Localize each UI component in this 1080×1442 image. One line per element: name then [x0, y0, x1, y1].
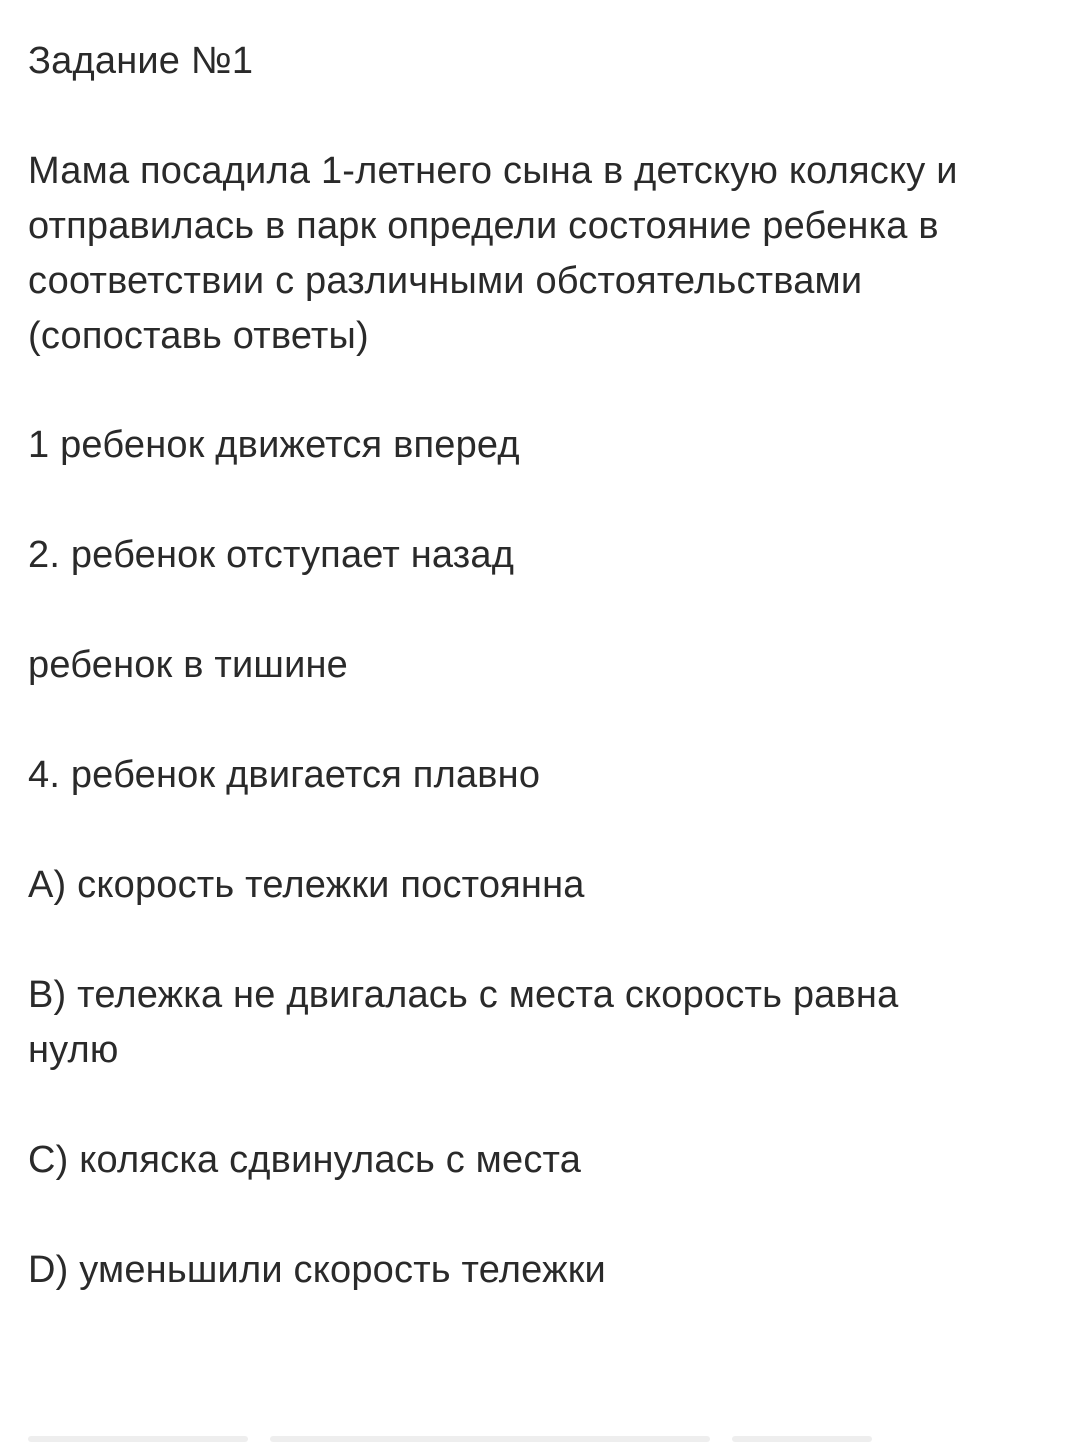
statement-1: 1 ребенок движется вперед: [28, 424, 520, 466]
answer-b-line-1: В) тележка не двигалась с места скорость равна: [28, 974, 899, 1016]
bottom-divider-center: [270, 1436, 710, 1442]
question-line-3: соответствии с различными обстоятельствами: [28, 260, 863, 302]
question-line-1: Мама посадила 1-летнего сына в детскую коляску и: [28, 150, 958, 192]
statement-2: 2. ребенок отступает назад: [28, 534, 515, 576]
question-line-4: (сопоставь ответы): [28, 315, 369, 357]
task-title: Задание №1: [28, 40, 254, 82]
statement-4: 4. ребенок двигается плавно: [28, 754, 541, 796]
answer-b-line-2: нулю: [28, 1029, 119, 1071]
answer-c: С) коляска сдвинулась с места: [28, 1139, 582, 1181]
bottom-divider-right: [732, 1436, 872, 1442]
question-line-2: отправилась в парк определи состояние ребенка в: [28, 205, 939, 247]
bottom-divider-left: [28, 1436, 248, 1442]
answer-d: D) уменьшили скорость тележки: [28, 1249, 606, 1291]
statement-3: ребенок в тишине: [28, 644, 349, 686]
answer-a: А) скорость тележки постоянна: [28, 864, 585, 906]
